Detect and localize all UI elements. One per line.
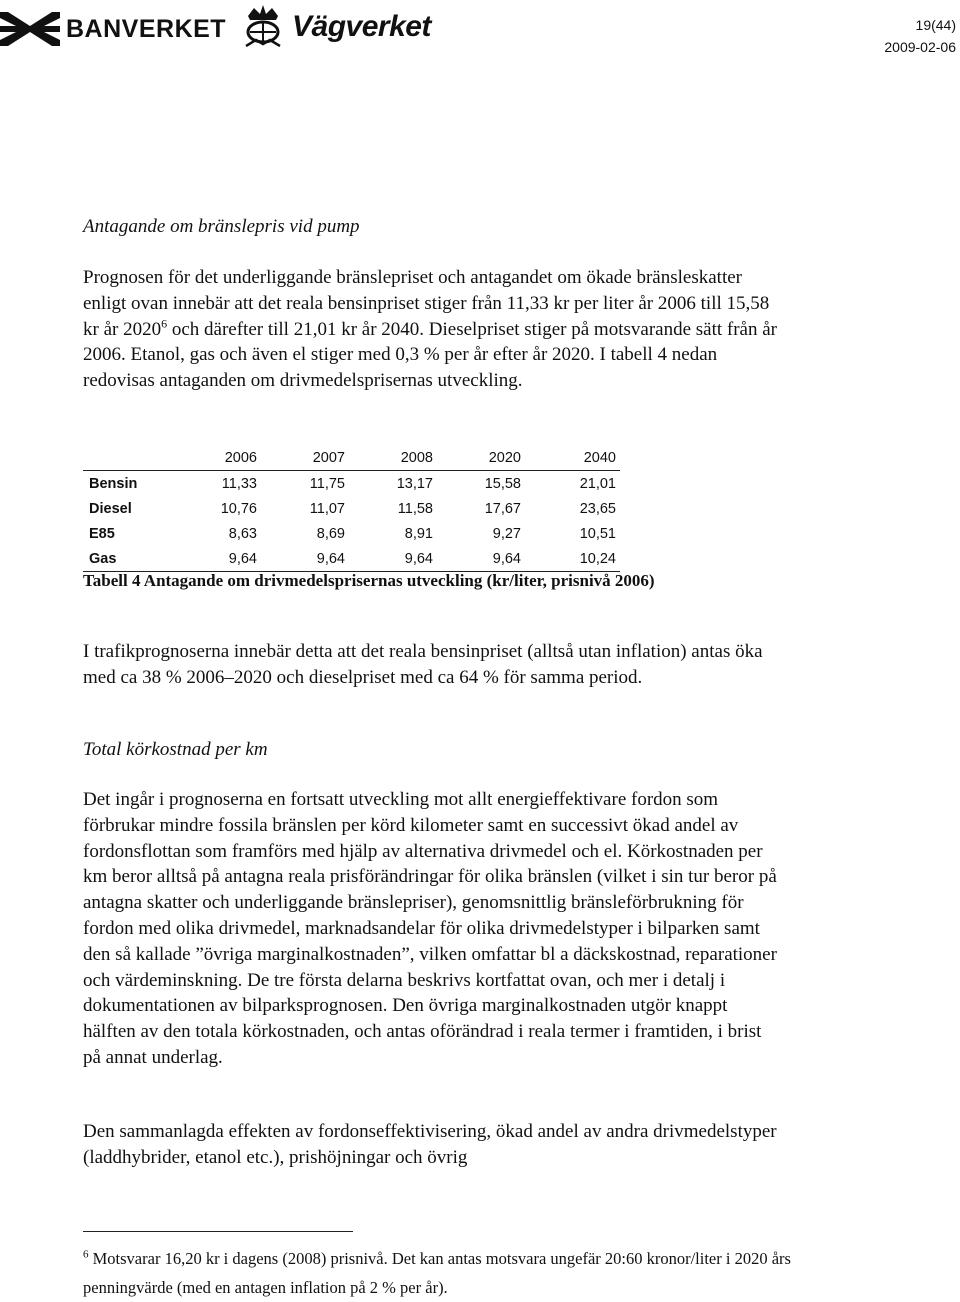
table-cell: 10,51 (579, 525, 616, 542)
table-cell: 8,69 (316, 525, 345, 542)
table-cell: 9,64 (261, 546, 349, 572)
banverket-logo (0, 6, 226, 52)
table-header-year: 2020 (437, 446, 525, 471)
section-heading-fuel-price: Antagande om bränslepris vid pump (83, 216, 360, 237)
table-cell: 9,27 (492, 525, 521, 542)
fuel-price-paragraph (83, 265, 783, 394)
banverket-emblem-icon (0, 6, 60, 52)
table-caption: Tabell 4 Antagande om drivmedelsprisernas utveckling (kr/liter, prisnivå 2006) (83, 571, 655, 590)
document-date: 2009-02-06 (884, 39, 956, 55)
table-header-year: 2006 (173, 446, 261, 471)
table-cell: 11,33 (221, 475, 257, 492)
table-cell: 10,24 (525, 546, 620, 572)
table-cell: 11,58 (397, 500, 433, 517)
vagverket-wordmark: Vägverket (292, 10, 431, 43)
row-label: Bensin (89, 475, 138, 492)
table-header-year: 2007 (261, 446, 349, 471)
table-cell: 13,17 (396, 475, 433, 492)
table-cell: 9,64 (173, 546, 261, 572)
table-cell: 8,91 (404, 525, 433, 542)
table-cell: 10,76 (220, 500, 257, 517)
page-number: 19(44) (915, 17, 956, 33)
driving-cost-paragraph: Det ingår i prognoserna en fortsatt utveckling mot allt energieffektivare fordon som förbrukar mindre fossila bränslen per körd kilometer samt en successivt ökad andel av fordonsflottan som framförs med hjälp av alternativa drivmedel och el. Körkostnaden per km beror alltså på antagna reala prisförändringar för olika bränslen (vilket i sin tur beror på antagna skatter och underliggande bränslepriser), genomsnittlig bränsleförbrukning för fordon med olika drivmedel, marknadsandelar för olika drivmedelstyper i bilparken samt den så kallade ”övriga marginalkostnaden”, vilken omfattar bl a däckskostnad, reparationer och värdeminskning. De tre första delarna beskrivs kortfattat ovan, och mer i detalj i dokumentationen av bilparksprognosen. Den övriga marginalkostnaden utgör knappt hälften av den totala körkostnaden, och antas oförändrad i reala termer i framtiden, i brist på annat underlag. (83, 789, 777, 1068)
price-increase-paragraph: I trafikprognoserna innebär detta att det reala bensinpriset (alltså utan inflation) antas öka med ca 38 % 2006–2020 och dieselpriset med ca 64 % för samma period. (83, 641, 763, 688)
fuel-price-text-b: och därefter till 21,01 kr år 2040. Dieselpriset stiger på motsvarande sätt från år 2006. Etanol, gas och även el stiger med 0,3 % per år efter år 2020. I tabell 4 nedan redovisas antaganden om drivmedelsprisernas utveckling. (83, 318, 777, 392)
table-header-row (83, 446, 620, 471)
table-cell: 9,64 (437, 546, 525, 572)
table-cell: 21,01 (579, 475, 616, 492)
table-header-year: 2008 (349, 446, 437, 471)
banverket-wordmark: BANVERKET (66, 14, 227, 43)
table-cell: 9,64 (349, 546, 437, 572)
footnote-divider (83, 1231, 353, 1232)
table-row (83, 521, 620, 546)
footnote-number: 6 (83, 1248, 89, 1261)
table-cell: 23,65 (579, 500, 616, 517)
fuel-price-table (83, 446, 620, 572)
page-meta (884, 14, 956, 58)
table-cell: 17,67 (484, 500, 521, 517)
section-heading-driving-cost: Total körkostnad per km (83, 739, 268, 760)
table-header-empty (83, 446, 173, 471)
row-label: Gas (83, 546, 173, 572)
vagverket-crown-emblem-icon (240, 2, 286, 52)
footnote-reference: 6 (161, 316, 168, 331)
footnote-text: Motsvarar 16,20 kr i dagens (2008) prisnivå. Det kan antas motsvara ungefär 20:60 kronor/liter i 2020 års penningvärde (med en antagen inflation på 2 % per år). (83, 1249, 791, 1297)
row-label: Diesel (89, 500, 132, 517)
vagverket-logo (240, 2, 431, 52)
footnote (83, 1244, 843, 1302)
fuel-price-text-a: Prognosen för det underliggande bränslepriset och antagandet om ökade bränsleskatter enligt ovan innebär att det reala bensinpriset stiger från 11,33 kr per liter år 2006 till 15,58 kr år 2020 (83, 267, 770, 340)
table-cell: 11,07 (309, 500, 345, 517)
table-cell: 11,75 (309, 475, 345, 492)
row-label: E85 (89, 525, 115, 542)
table-row (83, 496, 620, 521)
table-row (83, 546, 620, 572)
combined-effect-paragraph: Den sammanlagda effekten av fordonseffektivisering, ökad andel av andra drivmedelstyper (laddhybrider, etanol etc.), prishöjningar och övrig (83, 1121, 777, 1168)
table-row (83, 471, 620, 497)
table-header-year: 2040 (525, 446, 620, 471)
table-cell: 8,63 (228, 525, 257, 542)
table-cell: 15,58 (484, 475, 521, 492)
